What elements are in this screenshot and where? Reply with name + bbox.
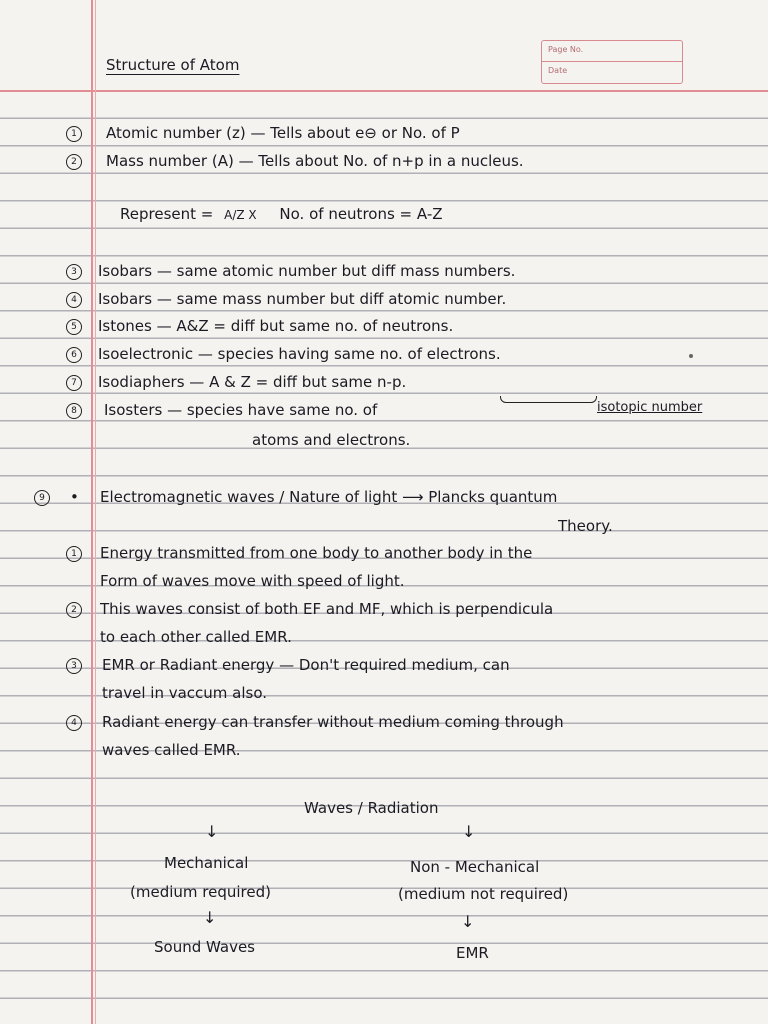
note-line: Theory. xyxy=(558,517,613,535)
tree-root: Waves / Radiation xyxy=(304,799,439,817)
arrow-down-icon: ↓ xyxy=(462,822,476,841)
isotopic-number-note: isotopic number xyxy=(597,400,703,415)
note-line: waves called EMR. xyxy=(102,741,241,759)
note-line: Isoelectronic — species having same no. of electrons. xyxy=(98,345,501,363)
note-line: Energy transmitted from one body to another body in the xyxy=(100,544,533,562)
tree-right-note: (medium not required) xyxy=(398,885,569,903)
page-no-label: Page No. xyxy=(548,45,584,54)
bullet-number: 3 xyxy=(66,658,82,674)
ink-dot xyxy=(689,354,693,358)
bullet-number: 6 xyxy=(66,347,82,363)
bullet-number: 8 xyxy=(66,403,82,419)
margin-line-inner xyxy=(95,0,96,1024)
note-line: Radiant energy can transfer without medium coming through xyxy=(102,713,564,731)
tree-left-example: Sound Waves xyxy=(154,938,255,956)
bullet-number: 1 xyxy=(66,126,82,142)
bullet-number: 2 xyxy=(66,602,82,618)
note-line: This waves consist of both EF and MF, which is perpendicula xyxy=(100,600,554,618)
note-line: Mass number (A) — Tells about No. of n+p in a nucleus. xyxy=(106,152,524,170)
bullet-number: 4 xyxy=(66,715,82,731)
note-line: Isodiaphers — A & Z = diff but same n-p. xyxy=(98,373,407,391)
neutron-formula: No. of neutrons = A-Z xyxy=(279,205,443,223)
note-line: to each other called EMR. xyxy=(100,628,292,646)
page-box-divider xyxy=(542,61,682,62)
represent-prefix: Represent = xyxy=(120,205,214,223)
nuclide-symbol: A/Z X xyxy=(224,208,257,222)
note-line: Istones — A&Z = diff but same no. of neutrons. xyxy=(98,317,454,335)
page-number-box xyxy=(541,40,683,84)
bullet-number: 5 xyxy=(66,319,82,335)
header-rule xyxy=(0,90,768,92)
arrow-down-icon: ↓ xyxy=(203,908,217,927)
tree-left-note: (medium required) xyxy=(130,883,271,901)
page-title: Structure of Atom xyxy=(106,56,240,74)
date-label: Date xyxy=(548,66,568,75)
bullet-number: 7 xyxy=(66,375,82,391)
note-line: atoms and electrons. xyxy=(252,431,411,449)
bullet-number: 1 xyxy=(66,546,82,562)
arrow-down-icon: ↓ xyxy=(205,822,219,841)
note-line: Isobars — same mass number but diff atomic number. xyxy=(98,290,507,308)
represent-line xyxy=(120,204,443,225)
note-line: Form of waves move with speed of light. xyxy=(100,572,405,590)
bullet-number: 2 xyxy=(66,154,82,170)
note-line: Electromagnetic waves / Nature of light ⟶ Plancks quantum xyxy=(100,488,558,506)
note-line: Atomic number (z) — Tells about e⊖ or No. of P xyxy=(106,124,460,142)
bullet-number: 9 xyxy=(34,490,50,506)
underbrace xyxy=(500,396,597,403)
tree-right-example: EMR xyxy=(456,944,489,962)
tree-right-label: Non - Mechanical xyxy=(410,858,540,876)
bullet-dot: • xyxy=(70,488,79,506)
note-line: Isosters — species have same no. of xyxy=(104,401,378,419)
tree-left-label: Mechanical xyxy=(164,854,249,872)
note-line: EMR or Radiant energy — Don't required medium, can xyxy=(102,656,510,674)
bullet-number: 4 xyxy=(66,292,82,308)
bullet-number: 3 xyxy=(66,264,82,280)
note-line: Isobars — same atomic number but diff mass numbers. xyxy=(98,262,516,280)
note-line: travel in vaccum also. xyxy=(102,684,268,702)
margin-line xyxy=(91,0,93,1024)
arrow-down-icon: ↓ xyxy=(461,912,475,931)
